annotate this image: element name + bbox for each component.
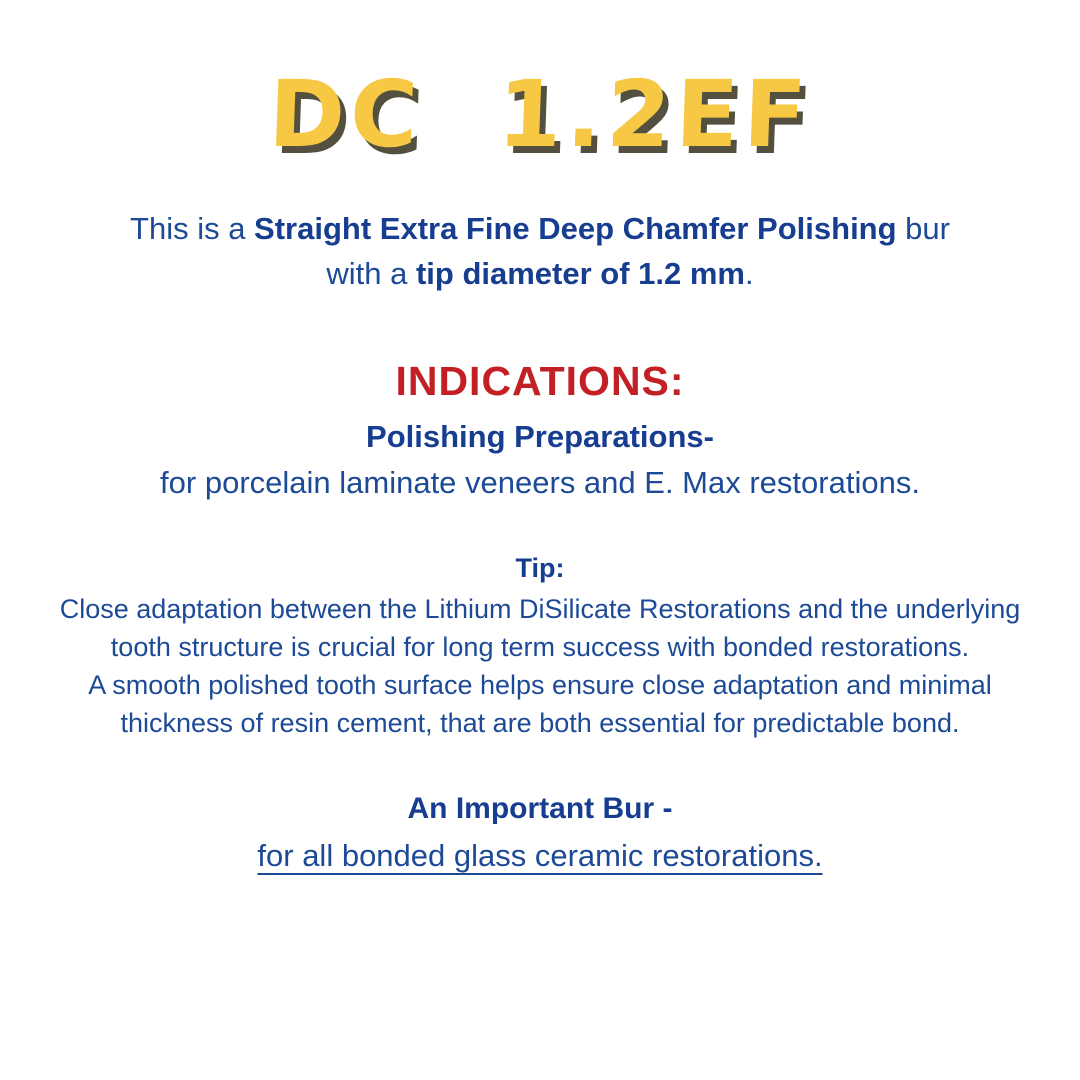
important-bur-heading: An Important Bur - xyxy=(407,791,673,825)
indications-subheading: Polishing Preparations- xyxy=(366,418,714,454)
intro-line1-emphasis: Straight Extra Fine Deep Chamfer Polishing xyxy=(254,210,897,246)
tip-label: Tip: xyxy=(515,552,565,583)
tip-line: Close adaptation between the Lithium DiSilicate Restorations and the underlying xyxy=(59,593,1021,624)
intro-line2-emphasis: tip diameter of 1.2 mm xyxy=(415,255,745,291)
intro-line1: This is a Straight Extra Fine Deep Chamfer Polishing bur xyxy=(130,210,950,246)
indications-detail: for porcelain laminate veneers and E. Max restorations. xyxy=(160,464,920,500)
intro-line2: with a tip diameter of 1.2 mm. xyxy=(326,255,754,291)
important-bur-detail: for all bonded glass ceramic restorations. xyxy=(257,837,823,873)
product-description xyxy=(0,206,1080,296)
tip-paragraph xyxy=(0,590,1080,742)
indications-heading: INDICATIONS: xyxy=(395,357,685,404)
tip-line: A smooth polished tooth surface helps ensure close adaptation and minimal xyxy=(88,669,992,700)
product-title: DC 1.2EF xyxy=(266,61,814,168)
tip-line: tooth structure is crucial for long term success with bonded restorations. xyxy=(110,631,970,662)
tip-line: thickness of resin cement, that are both essential for predictable bond. xyxy=(120,707,960,738)
